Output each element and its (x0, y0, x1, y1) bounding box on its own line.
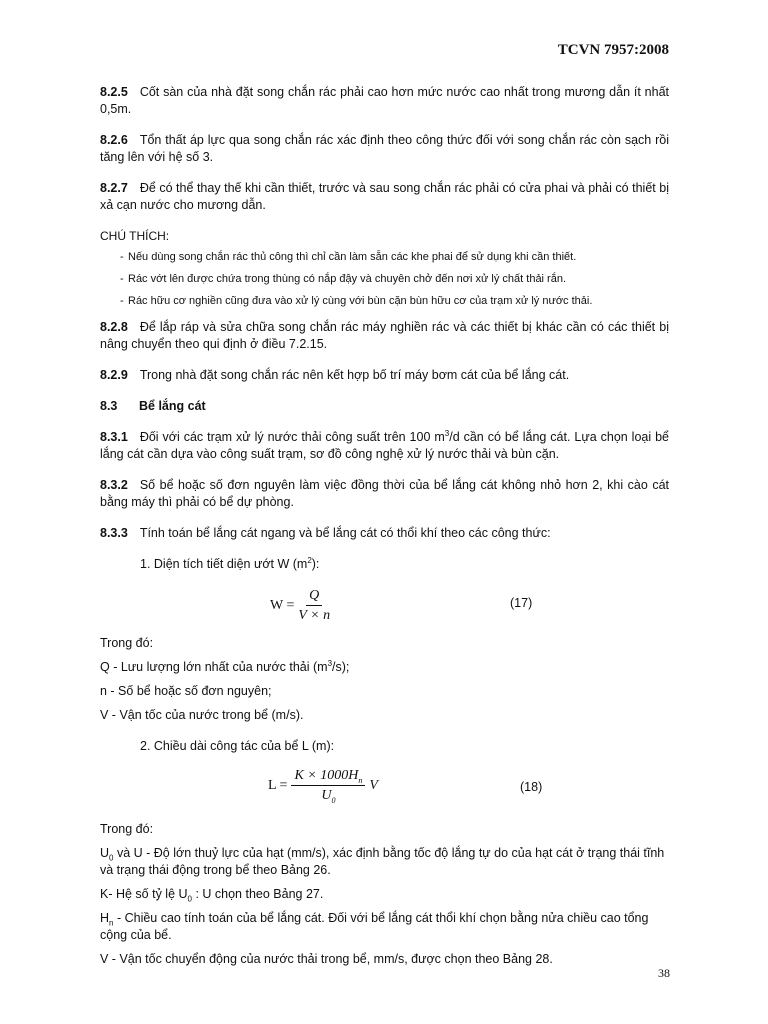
definition-k (100, 886, 669, 903)
clause-number: 8.2.6 (100, 133, 128, 147)
numerator-text: K × 1000H (294, 768, 359, 783)
item-text-a: 1. Diện tích tiết diện ướt W (m (140, 557, 308, 571)
clause-text-a: Đối với các trạm xử lý nước thải công suất trên 100 m (139, 430, 445, 444)
clause-text: Để lắp ráp và sửa chữa song chắn rác máy nghiền rác và các thiết bị khác cần có các thiết bị nâng chuyển theo qui định ở điều 7.2.15. (100, 320, 669, 351)
definition-q (100, 659, 669, 676)
subscript: 0 (331, 795, 336, 805)
definition-v: V - Vận tốc chuyển động của nước thải trong bể, mm/s, được chọn theo Bảng 28. (100, 952, 553, 966)
clause-number: 8.2.5 (100, 85, 128, 99)
definition-u (100, 845, 669, 879)
where-title: Trong đó: (100, 822, 154, 836)
formula-lhs: L = (268, 778, 288, 793)
fraction-denominator: V × n (298, 608, 331, 623)
item-working-length: 2. Chiều dài công tác của bể L (m): (140, 739, 335, 753)
formula-17-row (100, 585, 669, 627)
definition-text-a: Q - Lưu lượng lớn nhất của nước thải (m (100, 660, 328, 674)
equation-number: (17) (510, 596, 533, 610)
note-dash: - (120, 273, 124, 285)
clause-number: 8.3.1 (100, 430, 128, 444)
formula-17 (270, 587, 334, 624)
clause-8-2-8 (100, 319, 669, 353)
clause-text-b: /d cần có bể lắng cát. Lựa chọn loại bể lắng cát cần dựa vào công suất trạm, sơ đồ công nghệ xử lý nước thải và bùn cặn. (100, 430, 670, 461)
definition-text-a: H (100, 911, 110, 925)
page-number: 38 (658, 966, 670, 980)
superscript: 2 (307, 555, 312, 565)
note-item (100, 271, 669, 287)
note-item (100, 293, 669, 309)
clause-text: Tính toán bể lắng cát ngang và bể lắng cát có thổi khí theo các công thức: (139, 526, 551, 540)
equation-number: (18) (520, 780, 543, 794)
clause-8-3-2 (100, 477, 669, 511)
clause-8-2-9 (100, 367, 669, 384)
clause-number: 8.2.9 (100, 368, 128, 382)
subscript: 0 (109, 853, 114, 863)
clause-number: 8.2.7 (100, 181, 128, 195)
subscript: n (109, 918, 114, 928)
note-list (100, 249, 669, 309)
fraction (291, 767, 365, 804)
standard-code: TCVN 7957:2008 (557, 42, 669, 58)
superscript: 3 (327, 658, 333, 668)
fraction-denominator (321, 786, 335, 804)
section-title: Bể lắng cát (139, 399, 206, 413)
note-text: Rác vớt lên được chứa trong thùng có nắp đậy và chuyên chở đến nơi xử lý chất thải rắn. (128, 273, 567, 285)
note-title: CHÚ THÍCH: (100, 229, 170, 243)
item-text-b: ): (311, 557, 320, 571)
definition-text-a: K- Hệ số tỷ lệ U (100, 887, 188, 901)
definition-text-a: U (100, 846, 110, 860)
definition-text-b: và U - Độ lớn thuỷ lực của hạt (mm/s), xác định bằng tốc độ lắng tự do của hạt cát ở trạng thái tĩnh và trạng thái động trong bể theo Bảng 26. (100, 846, 665, 877)
note-text: Nếu dùng song chắn rác thủ công thì chỉ cần làm sẵn các khe phai để sử dụng khi cần thiết. (128, 251, 577, 263)
subscript: 0 (187, 894, 192, 904)
clause-8-3-3 (100, 525, 669, 542)
clause-text: Cốt sàn của nhà đặt song chắn rác phải cao hơn mức nước cao nhất trong mương dẫn ít nhất 0,5m. (100, 85, 669, 116)
clause-text: Để có thể thay thế khi cần thiết, trước và sau song chắn rác phải có cửa phai và phải có thiết bị xả cạn nước cho mương dẫn. (100, 181, 669, 212)
definition-text-b: /s); (332, 660, 350, 674)
definition-text-b: : U chọn theo Bảng 27. (191, 887, 324, 901)
clause-number: 8.2.8 (100, 320, 128, 334)
clause-number: 8.3.2 (100, 478, 128, 492)
clause-text: Số bể hoặc số đơn nguyên làm việc đồng thời của bể lắng cát không nhỏ hơn 2, khi cào cát bằng máy thì phải có bể dự phòng. (100, 478, 669, 509)
superscript: 3 (444, 428, 450, 438)
note-dash: - (120, 295, 124, 307)
note-item (100, 249, 669, 265)
clause-8-2-7 (100, 180, 669, 214)
definition-n: n - Số bể hoặc số đơn nguyên; (100, 684, 272, 698)
fraction (298, 587, 330, 624)
definition-text-b: - Chiều cao tính toán của bể lắng cát. Đối với bể lắng cát thổi khí chọn bằng nửa chiều cao tổng cộng của bể. (100, 911, 649, 942)
denominator-text: U (321, 788, 332, 803)
fraction-numerator (291, 767, 365, 786)
where-title: Trong đó: (100, 636, 154, 650)
clause-text: Tổn thất áp lực qua song chắn rác xác định theo công thức đối với song chắn rác còn sạch rồi tăng lên với hệ số 3. (100, 133, 669, 164)
definition-v: V - Vận tốc của nước trong bể (m/s). (100, 708, 304, 722)
item-wet-area (140, 556, 669, 573)
section-number: 8.3 (100, 399, 118, 413)
note-dash: - (120, 251, 124, 263)
clause-8-3-1 (100, 429, 669, 463)
clause-8-2-6 (100, 132, 669, 166)
clause-number: 8.3.3 (100, 526, 128, 540)
subscript: n (358, 775, 363, 785)
document-body (100, 84, 669, 975)
formula-lhs: W = (270, 598, 295, 613)
clause-text: Trong nhà đặt song chắn rác nên kết hợp bố trí máy bơm cát của bể lắng cát. (139, 368, 570, 382)
formula-18-row (100, 767, 669, 813)
clause-8-2-5 (100, 84, 669, 118)
formula-tail: V (369, 778, 378, 793)
fraction-numerator: Q (306, 587, 322, 606)
definition-h (100, 910, 669, 944)
section-heading-8-3 (100, 398, 669, 415)
formula-18 (268, 767, 378, 804)
note-text: Rác hữu cơ nghiền cũng đưa vào xử lý cùng với bùn cặn bùn hữu cơ của trạm xử lý nước thải. (128, 295, 593, 307)
